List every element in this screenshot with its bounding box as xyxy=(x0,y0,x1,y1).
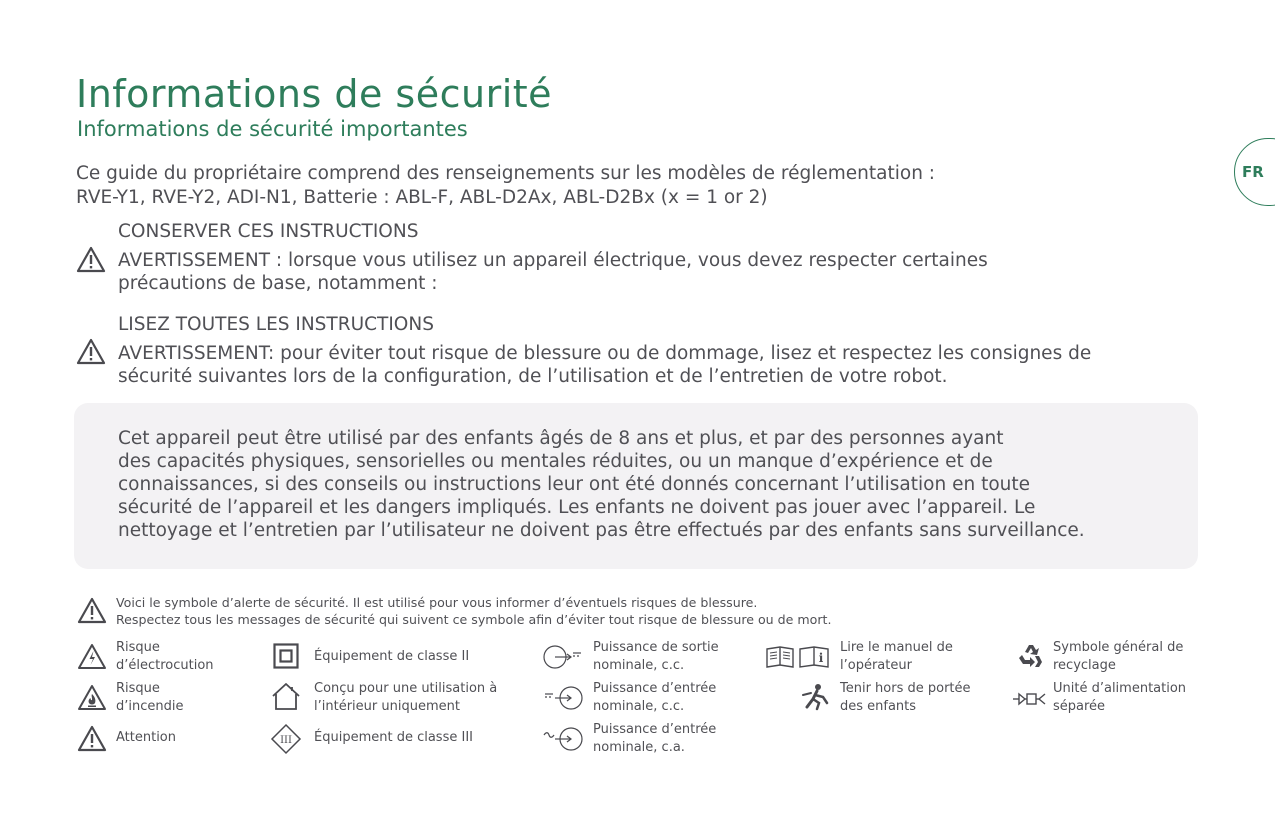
dc-input-label-line-2: nominale, c.c. xyxy=(593,699,685,714)
electrocution-icon xyxy=(77,643,107,670)
attention-icon xyxy=(77,725,107,752)
warning-triangle-icon xyxy=(76,246,106,273)
read-manual-label-line-1: Lire le manuel de xyxy=(840,640,953,655)
section2-warning-line-2: sécurité suivantes lors de la configuration, de l’utilisation et de l’entretien de votre robot. xyxy=(118,366,948,387)
recycle-label xyxy=(1053,639,1183,675)
fire-icon xyxy=(77,684,107,711)
read-manual-icon xyxy=(765,645,831,669)
read-manual-label-line-2: l’opérateur xyxy=(840,658,912,673)
recycle-icon xyxy=(1015,642,1045,670)
dc-input-icon xyxy=(543,685,583,711)
separate-psu-label xyxy=(1053,680,1186,716)
language-tab-label: FR xyxy=(1242,163,1264,181)
indoor-use-label-line-2: l’intérieur uniquement xyxy=(314,699,460,714)
notice-line-1: Cet appareil peut être utilisé par des enfants âgés de 8 ans et plus, et par des personnes ayant xyxy=(118,428,1004,449)
section2-warning xyxy=(118,342,1091,388)
notice-line-4: sécurité de l’appareil et les dangers impliqués. Les enfants ne doivent pas jouer avec l’appareil. Le xyxy=(118,497,1036,518)
recycle-label-line-2: recyclage xyxy=(1053,658,1116,673)
separate-psu-icon xyxy=(1011,690,1049,708)
ac-input-label xyxy=(593,721,716,757)
section1-heading: CONSERVER CES INSTRUCTIONS xyxy=(118,221,419,242)
notice-line-2: des capacités physiques, sensorielles ou mentales réduites, ou un manque d’expérience et de xyxy=(118,451,993,472)
notice-line-5: nettoyage et l’entretien par l’utilisateur ne doivent pas être effectués par des enfants sans surveillance. xyxy=(118,520,1085,541)
recycle-label-line-1: Symbole général de xyxy=(1053,640,1184,655)
notice-paragraph xyxy=(118,427,1085,542)
ac-input-label-line-2: nominale, c.a. xyxy=(593,740,685,755)
class3-mark: III xyxy=(280,735,292,746)
section2-warning-line-1: AVERTISSEMENT: pour éviter tout risque de blessure ou de dommage, lisez et respectez les consignes de xyxy=(118,343,1092,364)
class3-icon xyxy=(270,723,302,755)
electrocution-label-line-1: Risque xyxy=(116,640,160,655)
ac-input-icon xyxy=(543,726,583,752)
fire-label xyxy=(116,680,183,716)
manual-info-mark: i xyxy=(818,651,824,665)
notice-line-3: connaissances, si des conseils ou instructions leur ont été donnés concernant l’utilisation en toute xyxy=(118,474,1031,495)
safety-alert-line-1: Voici le symbole d’alerte de sécurité. Il est utilisé pour vous informer d’éventuels risques de blessure. xyxy=(116,595,758,610)
safety-alert-text xyxy=(116,594,832,628)
keep-away-children-label xyxy=(840,680,971,716)
dc-output-label xyxy=(593,639,719,675)
safety-alert-icon xyxy=(77,597,107,624)
keep-away-children-icon xyxy=(801,683,831,711)
class2-label: Équipement de classe II xyxy=(314,649,470,664)
page-title: Informations de sécurité xyxy=(76,72,553,116)
section1-warning xyxy=(118,249,988,295)
attention-label: Attention xyxy=(116,730,176,745)
indoor-use-label-line-1: Conçu pour une utilisation à xyxy=(314,681,498,696)
intro-line-1: Ce guide du propriétaire comprend des renseignements sur les modèles de réglementation : xyxy=(76,163,936,184)
ac-input-label-line-1: Puissance d’entrée xyxy=(593,722,717,737)
electrocution-label-line-2: d’électrocution xyxy=(116,658,214,673)
page-subtitle: Informations de sécurité importantes xyxy=(77,117,468,141)
dc-input-label xyxy=(593,680,716,716)
section1-warning-line-1: AVERTISSEMENT : lorsque vous utilisez un appareil électrique, vous devez respecter certaines xyxy=(118,250,988,271)
dc-output-icon xyxy=(543,644,583,670)
warning-triangle-icon xyxy=(76,338,106,365)
class3-label: Équipement de classe III xyxy=(314,730,473,745)
section1-warning-line-2: précautions de base, notamment : xyxy=(118,273,438,294)
dc-output-label-line-1: Puissance de sortie xyxy=(593,640,719,655)
fire-label-line-1: Risque xyxy=(116,681,160,696)
indoor-use-label xyxy=(314,680,497,716)
separate-psu-label-line-1: Unité d’alimentation xyxy=(1053,681,1187,696)
safety-alert-line-2: Respectez tous les messages de sécurité qui suivent ce symbole afin d’éviter tout risque de blessure ou de mort. xyxy=(116,612,832,627)
indoor-use-icon xyxy=(270,681,302,711)
separate-psu-label-line-2: séparée xyxy=(1053,699,1106,714)
dc-input-label-line-1: Puissance d’entrée xyxy=(593,681,717,696)
class2-icon xyxy=(273,643,299,669)
keep-away-children-label-line-1: Tenir hors de portée xyxy=(840,681,971,696)
keep-away-children-label-line-2: des enfants xyxy=(840,699,917,714)
dc-output-label-line-2: nominale, c.c. xyxy=(593,658,685,673)
intro-line-2: RVE-Y1, RVE-Y2, ADI-N1, Batterie : ABL-F, ABL-D2Ax, ABL-D2Bx (x = 1 or 2) xyxy=(76,187,768,208)
section2-heading: LISEZ TOUTES LES INSTRUCTIONS xyxy=(118,314,434,335)
electrocution-label xyxy=(116,639,214,675)
read-manual-label xyxy=(840,639,953,675)
fire-label-line-2: d’incendie xyxy=(116,699,184,714)
intro-paragraph xyxy=(76,162,935,210)
